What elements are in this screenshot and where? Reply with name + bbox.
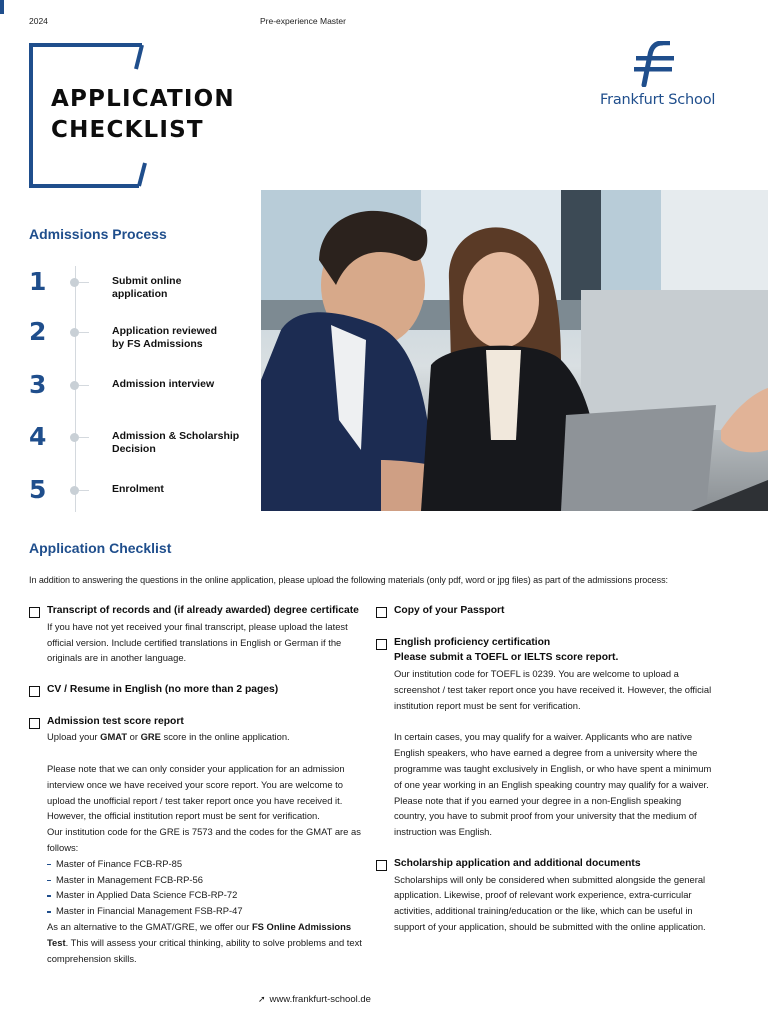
step-label-line: Decision: [112, 443, 156, 455]
header-year: 2024: [29, 16, 48, 26]
header-program: Pre-experience Master: [260, 16, 346, 26]
step-number: 2: [29, 317, 47, 346]
checkbox[interactable]: [376, 607, 387, 618]
process-step-3: [29, 370, 259, 410]
text-run: Upload your: [47, 731, 101, 743]
checklist-item-test-score: [29, 714, 364, 967]
process-step-4: [29, 422, 259, 462]
step-connector: [79, 282, 89, 283]
text-run: or: [127, 731, 141, 743]
step-label-line: application: [112, 288, 168, 300]
item-title: Admission test score report: [47, 715, 184, 727]
checkbox[interactable]: [29, 718, 40, 729]
step-label: [112, 430, 262, 456]
step-number: 5: [29, 475, 47, 504]
step-connector: [79, 437, 89, 438]
text-run-bold: GRE: [140, 731, 161, 743]
footer-url: www.frankfurt-school.de: [269, 994, 371, 1005]
step-label: [112, 325, 262, 351]
checklist-intro: In addition to answering the questions in the online application, please upload the following materials (only pdf, word or jpg files) as part of the admissions process:: [29, 575, 668, 585]
step-connector: [79, 332, 89, 333]
step-number: 3: [29, 370, 47, 399]
step-dot: [70, 328, 79, 337]
process-step-1: [29, 267, 259, 307]
step-label: [112, 483, 262, 496]
checkbox[interactable]: [29, 607, 40, 618]
item-text: [47, 919, 364, 966]
item-subtitle: Please submit a TOEFL or IELTS score report.: [394, 652, 619, 664]
item-title: Transcript of records and (if already awarded) degree certificate: [47, 605, 359, 616]
item-text: In certain cases, you may qualify for a waiver. Applicants who are native English speakers, who have earned a degree from a university where the programme was taught exclusively in English, or who have spent a minimum of one year working in an English speaking country may qualify for a waiver. Please note that if you earned your degree in a non-English speaking country, you have to submit proof from your university that the medium of instruction was English.: [394, 731, 712, 838]
admissions-process-heading: Admissions Process: [29, 226, 167, 242]
item-title: CV / Resume in English (no more than 2 pages): [47, 683, 279, 695]
corner-accent: [0, 0, 4, 14]
step-label-line: Enrolment: [112, 483, 164, 495]
step-label-line: Submit online: [112, 275, 182, 287]
checklist-item-cv: [29, 682, 364, 698]
item-text: If you have not yet received your final transcript, please upload the latest official version. Include certified translations in English or German if the originals are in another language.: [47, 620, 348, 664]
fs-logo-mark-icon: [632, 41, 676, 87]
step-dot: [70, 486, 79, 495]
title-line-1: APPLICATION: [51, 86, 235, 112]
item-text: Scholarships will only be considered when submitted alongside the general application. Likewise, proof of relevant work experience, extra-curricular activities, additional training/education or the like, which can be useful in support of your application, should be submitted with the online application.: [394, 873, 706, 932]
footer-link[interactable]: [258, 994, 371, 1005]
gmat-code-list: [47, 856, 364, 919]
checklist-item-transcript: [29, 603, 364, 666]
checklist-item-english: [376, 635, 716, 840]
step-dot: [70, 381, 79, 390]
step-number: 4: [29, 422, 47, 451]
item-text: Our institution code for the GRE is 7573 and the codes for the GMAT are as follows:: [47, 826, 361, 853]
checkbox[interactable]: [376, 639, 387, 650]
item-text: Please note that we can only consider your application for an admission interview once we have received your score report. You are welcome to upload the unofficial report / test taker report once you have received it. However, the official institution report must be sent for verification.: [47, 762, 345, 822]
text-run: . This will assess your critical thinking, ability to solve problems and text comprehension skills.: [47, 936, 362, 964]
process-step-5: [29, 475, 259, 515]
external-link-arrow-icon: ➚: [258, 994, 266, 1004]
step-label-line: Application reviewed: [112, 325, 218, 337]
step-label-line: Admission interview: [112, 378, 215, 390]
item-title: English proficiency certification: [394, 636, 551, 648]
step-label: [112, 275, 262, 301]
title-line-2: CHECKLIST: [51, 117, 204, 143]
process-step-2: [29, 317, 259, 357]
step-label-line: by FS Admissions: [112, 338, 203, 350]
item-text: Our institution code for TOEFL is 0239. You are welcome to upload a screenshot / test taker report once you have received it. However, the official institution report must be sent for verification.: [394, 668, 712, 711]
item-title: Scholarship application and additional documents: [394, 857, 641, 869]
checklist-right-column: [376, 603, 716, 935]
list-item: Master in Financial Management FSB-RP-47: [47, 903, 364, 919]
step-label-line: Admission & Scholarship: [112, 430, 240, 442]
step-dot: [70, 433, 79, 442]
step-dot: [70, 278, 79, 287]
text-run: score in the online application.: [160, 731, 290, 743]
application-checklist-heading: Application Checklist: [29, 540, 172, 556]
step-connector: [79, 490, 89, 491]
list-item: Master in Management FCB-RP-56: [47, 872, 364, 888]
list-item: Master in Applied Data Science FCB-RP-72: [47, 887, 364, 903]
list-item: Master of Finance FCB-RP-85: [47, 856, 364, 872]
step-number: 1: [29, 267, 47, 296]
text-run-bold: GMAT: [100, 731, 128, 743]
checkbox[interactable]: [29, 686, 40, 697]
text-run: As an alternative to the GMAT/GRE, we offer our: [47, 920, 252, 932]
step-connector: [79, 385, 89, 386]
item-text: [47, 729, 364, 745]
photo-illustration: [261, 190, 768, 511]
checkbox[interactable]: [376, 860, 387, 871]
page-title: [51, 84, 235, 146]
hero-photo: [261, 190, 768, 511]
step-label: [112, 378, 262, 391]
checklist-item-scholarship: [376, 856, 716, 935]
checklist-left-column: [29, 603, 364, 966]
item-title: Copy of your Passport: [394, 605, 505, 616]
checklist-item-passport: [376, 603, 716, 619]
text-run-bold: FS Online Admissions Test: [47, 920, 352, 948]
logo-wordmark: Frankfurt School: [600, 92, 716, 108]
